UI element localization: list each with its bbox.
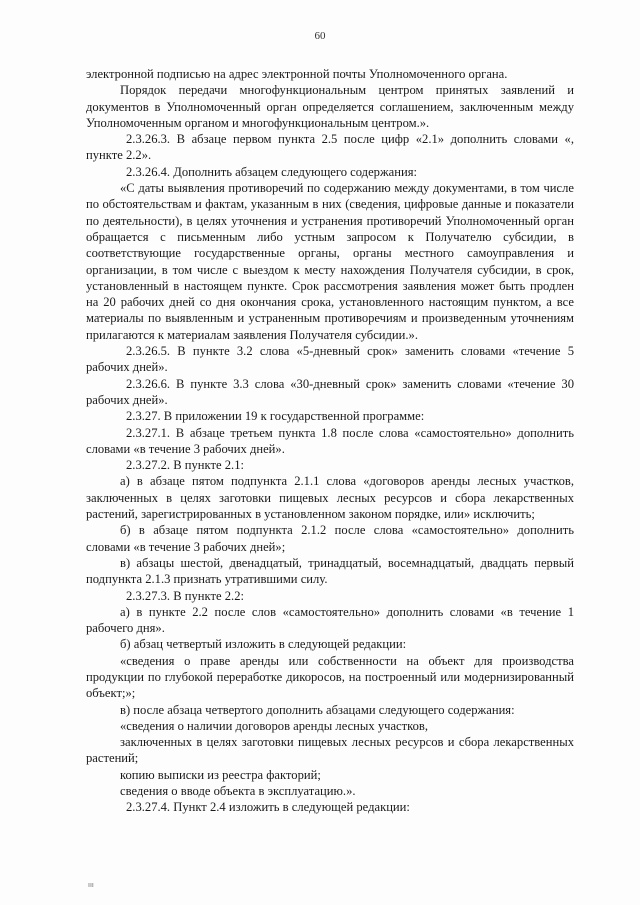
paragraph: «сведения о наличии договоров аренды лесных участков, <box>120 718 429 733</box>
paragraph: заключенных в целях заготовки пищевых лесных ресурсов и сбора лекарственных растений; <box>86 735 574 766</box>
paragraph: 2.3.27.3. В пункте 2.2: <box>126 588 244 603</box>
paragraph: 2.3.26.5. В пункте 3.2 слова «5-дневный срок» заменить словами «течение 5 рабочих дней». <box>86 344 574 375</box>
paragraph: Порядок передачи многофункциональным центром принятых заявлений и документов в Уполномоченный орган определяется соглашением, заключенным между Уполномоченным органом и многофункциональным центром.». <box>86 83 574 130</box>
paragraph: «сведения о праве аренды или собственности на объект для производства продукции по глубокой переработке дикоросов, на построенный или модернизированный объект;»; <box>86 653 574 701</box>
paragraph: 2.3.26.4. Дополнить абзацем следующего содержания: <box>126 164 418 179</box>
footer-mark: ııı <box>88 881 94 889</box>
paragraph: электронной подписью на адрес электронной почты Уполномоченного органа. <box>86 67 508 81</box>
document-body <box>86 66 574 816</box>
paragraph: 2.3.27.2. В пункте 2.1: <box>126 458 244 473</box>
paragraph: 2.3.26.3. В абзаце первом пункта 2.5 после цифр «2.1» дополнить словами «, пункте 2.2». <box>86 132 574 163</box>
paragraph: б) в абзаце пятом подпункта 2.1.2 после слова «самостоятельно» дополнить словами «в течение 3 рабочих дней»; <box>86 523 574 554</box>
paragraph: копию выписки из реестра факторий; <box>120 767 321 782</box>
paragraph: б) абзац четвертый изложить в следующей редакции: <box>120 637 407 652</box>
paragraph: в) абзацы шестой, двенадцатый, тринадцатый, восемнадцатый, двадцать первый подпункта 2.1.3 признать утратившими силу. <box>86 555 574 587</box>
paragraph: 2.3.27. В приложении 19 к государственной программе: <box>126 409 425 424</box>
paragraph: «С даты выявления противоречий по содержанию между документами, в том числе по обстоятельствам и фактам, указанным в них (сведения, цифровые данные и показатели по деятельности), в целях уточнения и устранения противоречий Уполномоченный орган обращается с письменным либо устным запросом к Получателю субсидии, в соответствующие государственные органы, органы местного самоуправления и организации, в том числе с выездом к месту нахождения Получателя субсидии, в срок, установленный в настоящем пункте. Срок рассмотрения заявления может быть продлен на 20 рабочих дней со дня окончания срока, установленного настоящим пунктом, а все материалы по выявленным и устраненным противоречиям и произведенным уточнениям прилагаются к материалам заявления Получателя субсидии.». <box>86 181 574 342</box>
paragraph: сведения о вводе объекта в эксплуатацию.». <box>120 784 356 799</box>
paragraph: 2.3.27.4. Пункт 2.4 изложить в следующей редакции: <box>126 800 410 815</box>
paragraph: а) в пункте 2.2 после слов «самостоятельно» дополнить словами «в течение 1 рабочего дня». <box>86 604 574 636</box>
paragraph: а) в абзаце пятом подпункта 2.1.1 слова «договоров аренды лесных участков, заключенных в целях заготовки пищевых лесных ресурсов и сбора лекарственных растений, зарегистрированных в установленном законом порядке, или» исключить; <box>86 474 574 522</box>
paragraph: в) после абзаца четвертого дополнить абзацами следующего содержания: <box>120 702 515 717</box>
paragraph: 2.3.26.6. В пункте 3.3 слова «30-дневный срок» заменить словами «течение 30 рабочих дней». <box>86 376 574 407</box>
page-number: 60 <box>314 30 326 42</box>
paragraph: 2.3.27.1. В абзаце третьем пункта 1.8 после слова «самостоятельно» дополнить словами «в течение 3 рабочих дней». <box>86 425 574 456</box>
